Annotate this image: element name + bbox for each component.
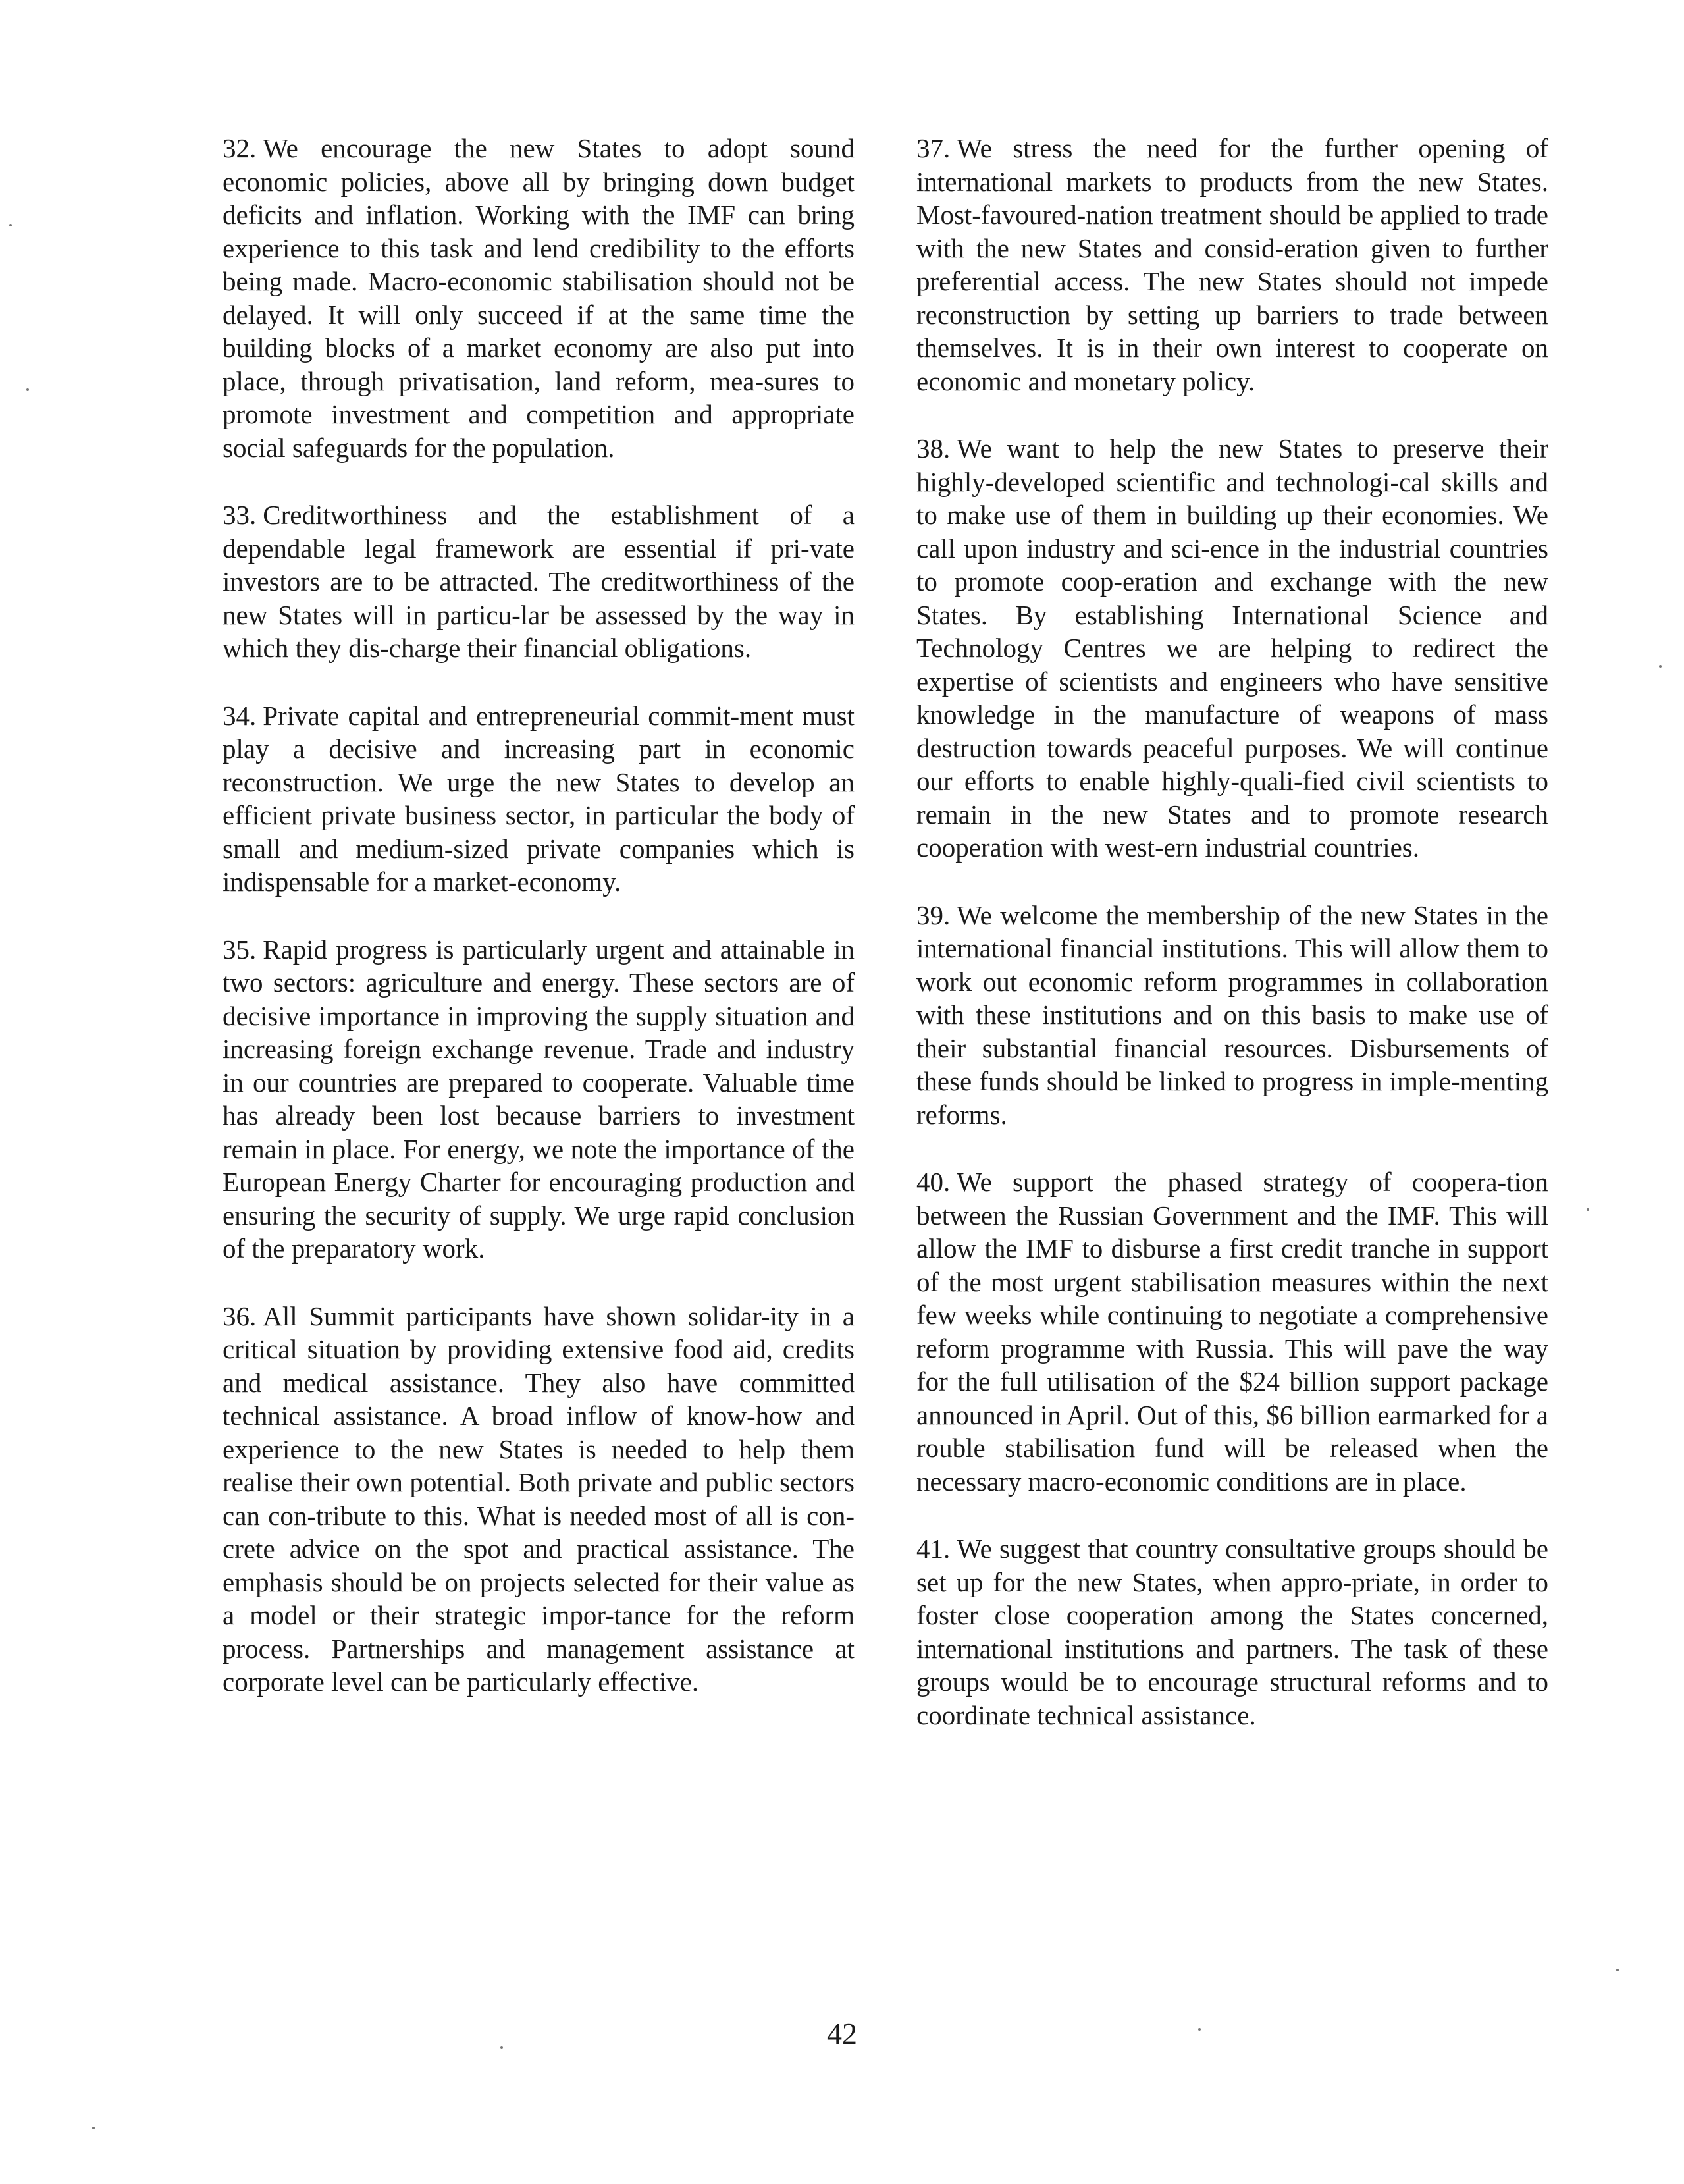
right-text-column <box>916 132 1548 1766</box>
paragraph-text: All Summit participants have shown solidar-ity in a critical situation by providing extensive food aid, credits and medical assistance. They also have committed technical assistance. A broad inflow of know-how and experience to the new States is needed to help them realise their own potential. Both private and public sectors can con-tribute to this. What is needed most of all is con-crete advice on the spot and practical assistance. The emphasis should be on projects selected for their value as a model or their strategic impor-tance for the reform process. Partnerships and management assistance at corporate level can be particularly effective. <box>223 1300 855 1697</box>
scan-speck <box>26 388 29 391</box>
left-text-column <box>223 132 855 1733</box>
paragraph-number: 33. <box>223 500 257 530</box>
paragraph-38 <box>916 432 1548 865</box>
paragraph-number: 41. <box>916 1533 951 1564</box>
paragraph-number: 34. <box>223 700 257 731</box>
scan-speck <box>500 2046 503 2049</box>
paragraph-41 <box>916 1532 1548 1732</box>
paragraph-number: 36. <box>223 1300 257 1331</box>
scan-speck <box>9 224 12 226</box>
paragraph-40 <box>916 1165 1548 1498</box>
paragraph-number: 32. <box>223 133 257 163</box>
paragraph-text: Creditworthiness and the establishment of a dependable legal framework are essential if pri-vate investors are to be attracted. The creditworthiness of the new States will in particu-lar be assessed by the way in which they dis-charge their financial obligations. <box>223 500 855 663</box>
scan-speck <box>92 2127 95 2129</box>
scan-speck <box>1659 665 1662 668</box>
paragraph-37 <box>916 132 1548 398</box>
paragraph-number: 35. <box>223 934 257 965</box>
paragraph-text: We suggest that country consultative groups should be set up for the new States, when appro-priate, in order to foster close cooperation among the States concerned, international institutions and partners. The task of these groups would be to encourage structural reforms and to coordinate technical assistance. <box>916 1533 1548 1730</box>
paragraph-number: 37. <box>916 133 951 163</box>
paragraph-text: We support the phased strategy of coopera-tion between the Russian Government and the IMF. This will allow the IMF to disburse a first credit tranche in support of the most urgent stabilisation measures within the next few weeks while continuing to negotiate a comprehensive reform programme with Russia. This will pave the way for the full utilisation of the $24 billion support package announced in April. Out of this, $6 billion earmarked for a rouble stabilisation fund will be released when the necessary macro-economic conditions are in place. <box>916 1167 1548 1497</box>
paragraph-number: 39. <box>916 899 951 930</box>
scan-speck <box>1587 1208 1589 1211</box>
paragraph-text: We encourage the new States to adopt sound economic policies, above all by bringing down budget deficits and inflation. Working with the IMF can bring experience to this task and lend credibility to the efforts being made. Macro-economic stabilisation should not be delayed. It will only succeed if at the same time the building blocks of a market economy are also put into place, through privatisation, land reform, mea-sures to promote investment and competition and appropriate social safeguards for the population. <box>223 133 855 463</box>
paragraph-35 <box>223 933 855 1265</box>
paragraph-text: Rapid progress is particularly urgent and attainable in two sectors: agriculture and energy. These sectors are of decisive importance in improving the supply situation and increasing foreign exchange revenue. Trade and industry in our countries are prepared to cooperate. Valuable time has already been lost because barriers to investment remain in place. For energy, we note the importance of the European Energy Charter for encouraging production and ensuring the security of supply. We urge rapid conclusion of the preparatory work. <box>223 934 855 1264</box>
scan-speck <box>1616 1969 1619 1971</box>
paragraph-number: 38. <box>916 433 951 464</box>
paragraph-36 <box>223 1300 855 1699</box>
paragraph-number: 40. <box>916 1167 951 1197</box>
paragraph-text: Private capital and entrepreneurial commit-ment must play a decisive and increasing part in economic reconstruction. We urge the new States to develop an efficient private business sector, in particular the body of small and medium-sized private companies which is indispensable for a market-economy. <box>223 700 855 897</box>
paragraph-33 <box>223 498 855 665</box>
paragraph-text: We want to help the new States to preserve their highly-developed scientific and technologi-cal skills and to make use of them in building up their economies. We call upon industry and sci-ence in the industrial countries to promote coop-eration and exchange with the new States. By establishing International Science and Technology Centres we are helping to redirect the expertise of scientists and engineers who have sensitive knowledge in the manufacture of weapons of mass destruction towards peaceful purposes. We will continue our efforts to enable highly-quali-fied civil scientists to remain in the new States and to promote research cooperation with west-ern industrial countries. <box>916 433 1548 863</box>
paragraph-text: We welcome the membership of the new States in the international financial institutions. This will allow them to work out economic reform programmes in collaboration with these institutions and on this basis to make use of their substantial financial resources. Disbursements of these funds should be linked to progress in imple-menting reforms. <box>916 899 1548 1130</box>
paragraph-39 <box>916 899 1548 1132</box>
page-number: 42 <box>827 2017 857 2050</box>
paragraph-32 <box>223 132 855 464</box>
paragraph-34 <box>223 699 855 899</box>
paragraph-text: We stress the need for the further opening of international markets to products from the new States. Most-favoured-nation treatment should be applied to trade with the new States and consid-eration given to further preferential access. The new States should not impede reconstruction by setting up barriers to trade between themselves. It is in their own interest to cooperate on economic and monetary policy. <box>916 133 1548 396</box>
scan-speck <box>1198 2028 1201 2031</box>
